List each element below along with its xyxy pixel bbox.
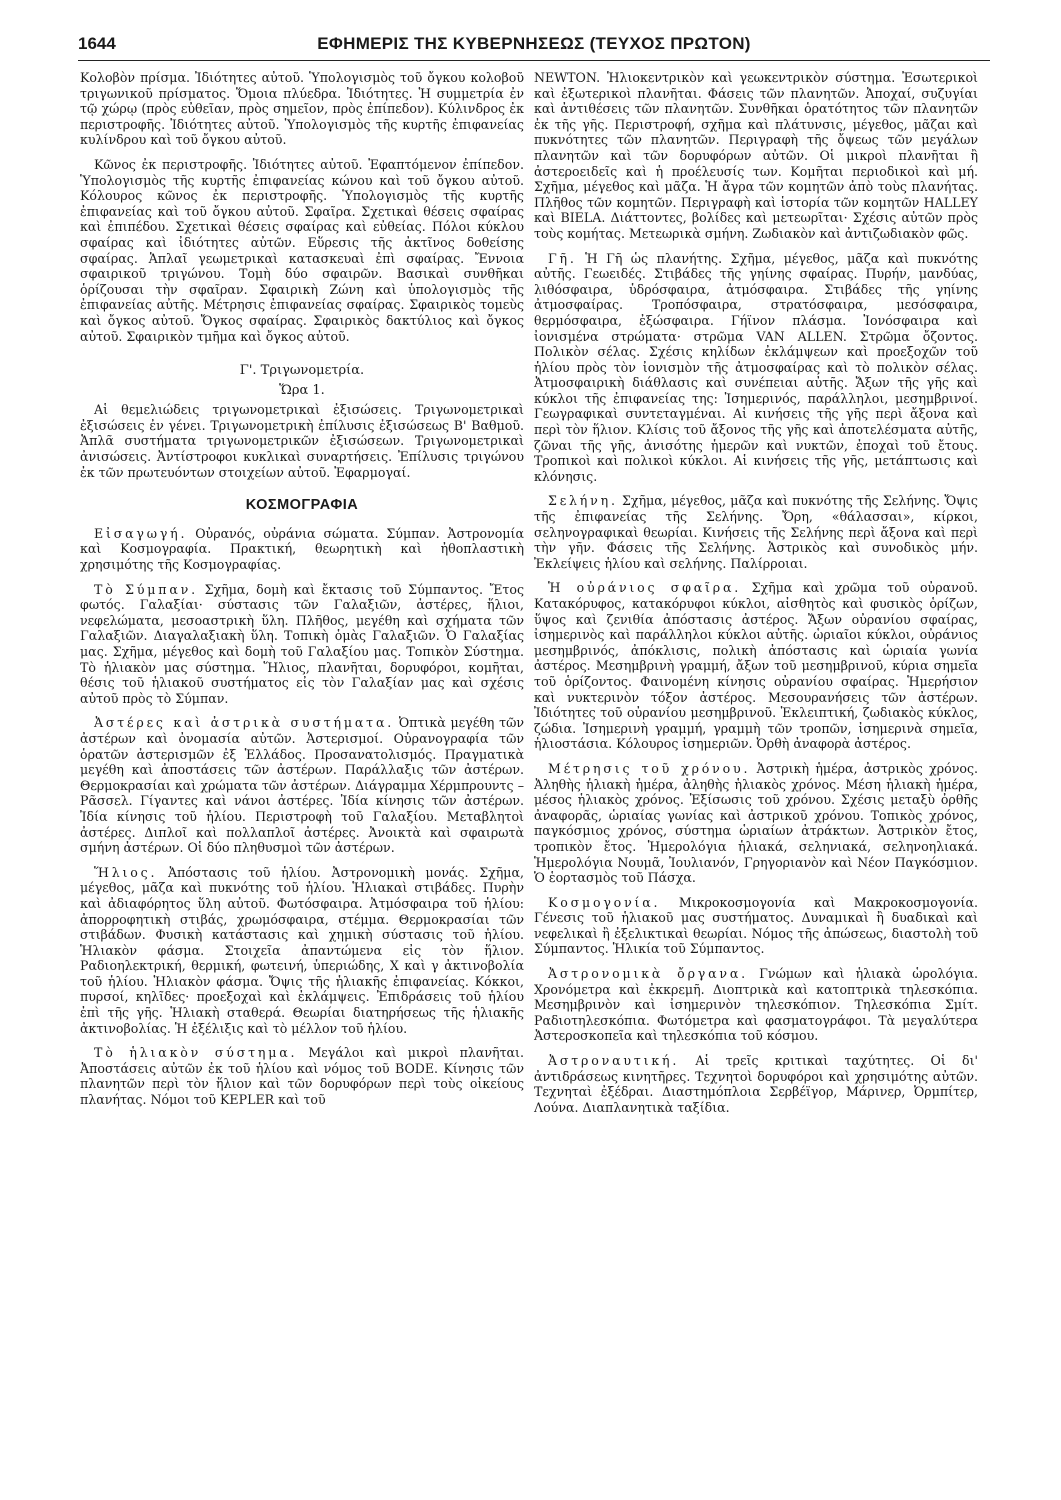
page-header <box>78 32 990 60</box>
paragraph-earth: Γῆ. Ἡ Γῆ ὡς πλανήτης. Σχῆμα, μέγεθος, μᾶζα καὶ πυκνότης αὐτῆς. Γεωειδές. Στιβάδες τῆς γηίνης σφαίρας. Πυρήν, μανδύας, λιθόσφαιρα, ὑδρόσφαιρα, ἀτμόσφαιρα. Στιβάδες τῆς γηίνης ἀτμοσφαίρας. Τροπόσφαιρα, στρατόσφαιρα, μεσόσφαιρα, θερμόσφαιρα, ἐξώσφαιρα. Γήϊνον πλάσμα. Ἰονόσφαιρα καὶ ἰονισμένα στρώματα· στρῶμα VAN ALLEN. Στρῶμα ὄζοντος. Πολικὸν σέλας. Σχέσις κηλίδων ἐκλάμψεων καὶ προεξοχῶν τοῦ ἡλίου πρὸς τὸν ἰονισμὸν τῆς ἀτμοσφαίρας καὶ τὸ πολικὸν σέλας. Ἀτμοσφαιρικὴ διάθλασις καὶ συνέπειαι αὐτῆς. Ἄξων τῆς γῆς καὶ κύκλοι τῆς ἐπιφανείας της: Ἰσημερινός, παράλληλοι, μεσημβρινοί. Γεωγραφικαὶ συντεταγμέναι. Αἱ κινήσεις τῆς γῆς περὶ ἄξονα καὶ περὶ τὸν ἥλιον. Κλίσις τοῦ ἄξονος τῆς γῆς καὶ ἀποτελέσματα αὐτῆς, ζῶναι τῆς γῆς, ἀνισότης ἡμερῶν καὶ νυκτῶν, ἐποχαὶ τοῦ ἔτους. Τροπικοὶ καὶ πολικοὶ κύκλοι. Αἱ κινήσεις τῆς γῆς, μετάπτωσις καὶ κλόνησις. <box>534 250 978 484</box>
lead-stars: Ἀστέρες καὶ ἀστρικὰ συστήματα. <box>94 715 395 731</box>
paragraph-prism: Κολοβὸν πρίσμα. Ἰδιότητες αὐτοῦ. Ὑπολογισμὸς τοῦ ὄγκου κολοβοῦ τριγωνικοῦ πρίσματος. Ὅμοια πλύεδρα. Ἰδιότητες. Ἡ συμμετρία ἐν τῷ χώρῳ (πρὸς εὐθεῖαν, πρὸς σημεῖον, πρὸς ἐπίπεδον). Κύλινδρος ἐκ περιστροφῆς. Ἰδιότητες αὐτοῦ. Ὑπολογισμὸς τῆς κυρτῆς ἐπιφανείας κυλίνδρου καὶ τοῦ ὄγκου αὐτοῦ. <box>80 70 524 148</box>
lead-instruments: Ἀστρονομικὰ ὄργανα. <box>548 966 748 982</box>
trigonometry-heading: Γ'. Τριγωνομετρία. <box>239 363 365 379</box>
paragraph-planets: NEWTON. Ἡλιοκεντρικὸν καὶ γεωκεντρικὸν σύστημα. Ἐσωτερικοὶ καὶ ἐξωτερικοὶ πλανῆται. Φάσεις τῶν πλανητῶν. Ἀποχαί, συζυγίαι καὶ ἀντιθέσεις τῶν πλανητῶν. Συνθῆκαι ὁρατότητος τῶν πλανητῶν ἐκ τῆς γῆς. Περιστροφή, σχῆμα καὶ πλάτυνσις, μέγεθος, μᾶζαι καὶ πυκνότητες τῶν πλανητῶν. Περιγραφὴ τῆς ὄψεως τῶν μεγάλων πλανητῶν καὶ τῶν δορυφόρων αὐτῶν. Οἱ μικροὶ πλανῆται ἢ ἀστεροειδεῖς καὶ ἡ προέλευσίς των. Κομῆται περιοδικοὶ καὶ μή. Σχῆμα, μέγεθος καὶ μᾶζα. Ἡ ἄγρα τῶν κομητῶν ἀπὸ τοὺς πλανήτας. Πλῆθος τῶν κομητῶν. Περιγραφὴ καὶ ἱστορία τῶν κομητῶν HALLEY καὶ BIELA. Διάττοντες, βολίδες καὶ μετεωρῖται· Σχέσις αὐτῶν πρὸς τοὺς κομήτας. Μετεωρικὰ σμήνη. Ζωδιακὸν καὶ ἀντιζωδιακὸν φῶς. <box>534 70 978 241</box>
paragraph-astronautics: Ἀστροναυτική. Αἱ τρεῖς κριτικαὶ ταχύτητες. Οἱ δι' ἀντιδράσεως κινητῆρες. Τεχνητοὶ δορυφόροι καὶ χρησιμότης αὐτῶν. Τεχνηταὶ ἐξέδραι. Διαστημόπλοια Σερβέϊγορ, Μάρινερ, Ὀρμπίτερ, Λούνα. Διαπλανητικὰ ταξίδια. <box>534 1053 978 1115</box>
header-rule <box>78 60 990 61</box>
lead-universe: Τὸ Σύμπαν. <box>94 581 198 597</box>
lead-celestial-sphere: Ἡ οὐράνιος σφαῖρα. <box>548 580 742 596</box>
paragraph-cosmogony: Κοσμογονία. Μικροκοσμογονία καὶ Μακροκοσμογονία. Γένεσις τοῦ ἡλιακοῦ μας συστήματος. Δυναμικαὶ ἢ δυαδικαὶ καὶ νεφελικαὶ ἢ ἐξελικτικαὶ θεωρίαι. Νόμος τῆς ἀπώσεως, διαστολὴ τοῦ Σύμπαντος. Ἡλικία τοῦ Σύμπαντος. <box>534 894 978 957</box>
trigonometry-hours: Ὥρα 1. <box>279 382 325 398</box>
lead-cosmogony: Κοσμογονία. <box>548 894 661 910</box>
paragraph-solar-system: Τὸ ἡλιακὸν σύστημα. Μεγάλοι καὶ μικροὶ πλανῆται. Ἀποστάσεις αὐτῶν ἐκ τοῦ ἡλίου καὶ νόμος τοῦ BODE. Κίνησις τῶν πλανητῶν περὶ τὸν ἥλιον καὶ τῶν δορυφόρων περὶ τοὺς οἰκείους πλανήτας. Νόμοι τοῦ KEPLER καὶ τοῦ <box>80 1045 524 1108</box>
gazette-title: ΕΦΗΜΕΡΙΣ ΤΗΣ ΚΥΒΕΡΝΗΣΕΩΣ (ΤΕΥΧΟΣ ΠΡΩΤΟΝ) <box>317 34 751 53</box>
right-column <box>534 70 978 1124</box>
paragraph-sun: Ἥλιος. Ἀπόστασις τοῦ ἡλίου. Ἀστρονομικὴ μονάς. Σχῆμα, μέγεθος, μᾶζα καὶ πυκνότης τοῦ ἡλίου. Ἡλιακαὶ στιβάδες. Πυρὴν καὶ ἀδιαφόρητος ὕλη αὐτοῦ. Φωτόσφαιρα. Ἀτμόσφαιρα τοῦ ἡλίου: ἀπορροφητικὴ στιβάς, χρωμόσφαιρα, στέμμα. Θερμοκρασίαι τῶν στιβάδων. Φυσικὴ κατάστασις καὶ χημικὴ σύστασις τοῦ ἡλίου. Ἡλιακὸν φάσμα. Στοιχεῖα ἀπαντώμενα εἰς τὸν ἥλιον. Ραδιοηλεκτρική, θερμική, φωτεινή, ὑπεριώδης, Χ καὶ γ ἀκτινοβολία τοῦ ἡλίου. Ἡλιακὸν φάσμα. Ὄψις τῆς ἡλιακῆς ἐπιφανείας. Κόκκοι, πυρσοί, κηλῖδες· προεξοχαὶ καὶ ἐκλάμψεις. Ἐπιδράσεις τοῦ ἡλίου ἐπὶ τῆς γῆς. Ἡλιακὴ σταθερά. Θεωρίαι διατηρήσεως τῆς ἡλιακῆς ἀκτινοβολίας. Ἡ ἐξέλιξις καὶ τὸ μέλλον τοῦ ἡλίου. <box>80 864 524 1036</box>
paragraph-moon: Σελήνη. Σχῆμα, μέγεθος, μᾶζα καὶ πυκνότης τῆς Σελήνης. Ὄψις τῆς ἐπιφανείας τῆς Σελήνης. Ὄρη, «θάλασσαι», κίρκοι, σεληνογραφικαὶ θεωρίαι. Κινήσεις τῆς Σελήνης περὶ ἄξονα καὶ περὶ τὴν γῆν. Φάσεις τῆς Σελήνης. Ἀστρικὸς καὶ συνοδικὸς μήν. Ἐκλείψεις ἡλίου καὶ σελήνης. Παλίρροιαι. <box>534 493 978 571</box>
paragraph-time: Μέτρησις τοῦ χρόνου. Ἀστρικὴ ἡμέρα, ἀστρικὸς χρόνος. Ἀληθὴς ἡλιακὴ ἡμέρα, ἀληθὴς ἡλιακὸς χρόνος. Μέση ἡλιακὴ ἡμέρα, μέσος ἡλιακὸς χρόνος. Ἐξίσωσις τοῦ χρόνου. Σχέσις μεταξὺ ὀρθῆς ἀναφορᾶς, ὡριαίας γωνίας καὶ ἀστρικοῦ χρόνου. Τοπικὸς χρόνος, παγκόσμιος χρόνος, σύστημα ὡριαίων ἀτράκτων. Ἀστρικὸν ἔτος, τροπικὸν ἔτος. Ἡμερολόγια ἡλιακά, σεληνιακά, σεληνοηλιακά. Ἡμερολόγια Νουμᾶ, Ἰουλιανόν, Γρηγοριανὸν καὶ Νέον Παγκόσμιον. Ὁ ἑορτασμὸς τοῦ Πάσχα. <box>534 760 978 886</box>
paragraph-trigonometry: Αἱ θεμελιώδεις τριγωνομετρικαὶ ἐξισώσεις. Τριγωνομετρικαὶ ἐξισώσεις ἐν γένει. Τριγωνομετρικὴ ἐπίλυσις ἐξισώσεως Β' Βαθμοῦ. Ἁπλᾶ συστήματα τριγωνομετρικῶν ἐξισώσεων. Τριγωνομετρικαὶ ἀνισώσεις. Ἀντίστροφοι κυκλικαὶ συναρτήσεις. Ἐπίλυσις τριγώνου ἐκ τῶν πρωτευόντων στοιχείων αὐτοῦ. Ἐφαρμογαί. <box>80 402 524 480</box>
lead-introduction: Εἰσαγωγή. <box>94 525 188 541</box>
paragraph-universe: Τὸ Σύμπαν. Σχῆμα, δομὴ καὶ ἔκτασις τοῦ Σύμπαντος. Ἔτος φωτός. Γαλαξίαι· σύστασις τῶν Γαλαξιῶν, ἀστέρες, ἥλιοι, νεφελώματα, μεσοαστρικὴ ὕλη. Πλῆθος, μεγέθη καὶ σχήματα τῶν Γαλαξιῶν. Διαγαλαξιακὴ ὕλη. Τοπικὴ ὁμὰς Γαλαξιῶν. Ὁ Γαλαξίας μας. Σχῆμα, μέγεθος καὶ δομὴ τοῦ Γαλαξίου μας. Τοπικὸν Σύστημα. Τὸ ἡλιακὸν μας σύστημα. Ἥλιος, πλανῆται, δορυφόροι, κομῆται, θέσις τοῦ ἡλιακοῦ συστήματος εἰς τὸν Γαλαξίαν μας καὶ σχέσις αὐτοῦ πρὸς τὸ Σύμπαν. <box>80 581 524 706</box>
lead-astronautics: Ἀστροναυτική. <box>548 1053 680 1069</box>
lead-sun: Ἥλιος. <box>94 864 158 880</box>
lead-time: Μέτρησις τοῦ χρόνου. <box>548 760 751 776</box>
lead-solar-system: Τὸ ἡλιακὸν σύστημα. <box>94 1045 298 1061</box>
left-column <box>80 70 524 1117</box>
paragraph-celestial-sphere: Ἡ οὐράνιος σφαῖρα. Σχῆμα καὶ χρῶμα τοῦ οὐρανοῦ. Κατακόρυφος, κατακόρυφοι κύκλοι, αἰσθητὸς καὶ φυσικὸς ὁρίζων, ὕψος καὶ ζενιθία ἀπόστασις ἀστέρος. Ἄξων οὐρανίου σφαίρας, ἰσημερινὸς καὶ παράλληλοι κύκλοι αὐτῆς. ὡριαῖοι κύκλοι, οὐράνιος μεσημβρινός, ἀπόκλισις, πολικὴ ἀπόστασις καὶ ὡριαία γωνία ἀστέρος. Μεσημβρινὴ γραμμή, ἄξων τοῦ μεσημβρινοῦ, κύρια σημεῖα τοῦ ὁρίζοντος. Φαινομένη κίνησις οὐρανίου σφαίρας. Ἡμερήσιον καὶ νυκτερινὸν τόξον ἀστέρος. Μεσουρανήσεις τῶν ἀστέρων. Ἰδιότητες τοῦ οὐρανίου μεσημβρινοῦ. Ἐκλειπτική, ζωδιακὸς κύκλος, ζώδια. Ἰσημερινὴ γραμμή, γραμμὴ τῶν τροπῶν, ἰσημερινὰ σημεῖα, ἡλιοστάσια. Κόλουρος ἰσημεριῶν. Ὀρθὴ ἀναφορὰ ἀστέρος. <box>534 580 979 752</box>
page-number: 1644 <box>78 34 116 53</box>
paragraph-stars: Ἀστέρες καὶ ἀστρικὰ συστήματα. Ὀπτικὰ μεγέθη τῶν ἀστέρων καὶ ὀνομασία αὐτῶν. Ἀστερισμοί. Οὐρανογραφία τῶν ὁρατῶν ἀστερισμῶν ἐξ Ἑλλάδος. Προσανατολισμός. Πραγματικὰ μεγέθη καὶ ἀποστάσεις τῶν ἀστέρων. Παράλλαξις τῶν ἀστέρων. Θερμοκρασίαι καὶ χρώματα τῶν ἀστέρων. Διάγραμμα Χέρμπρουντς – Ρᾶσσελ. Γίγαντες καὶ νάνοι ἀστέρες. Ἰδία κίνησις τῶν ἀστέρων. Ἰδία κίνησις τοῦ ἡλίου. Περιστροφὴ τοῦ Γαλαξίου. Μεταβλητοὶ ἀστέρες. Διπλοῖ καὶ πολλαπλοῖ ἀστέρες. Ἀνοικτὰ καὶ σφαιρωτὰ σμήνη ἀστέρων. Οἱ δύο πληθυσμοὶ τῶν ἀστέρων. <box>80 715 524 856</box>
lead-earth: Γῆ. <box>548 250 577 266</box>
paragraph-instruments: Ἀστρονομικὰ ὄργανα. Γνώμων καὶ ἡλιακὰ ὡρολόγια. Χρονόμετρα καὶ ἐκκρεμῆ. Διοπτρικὰ καὶ κατοπτρικὰ τηλεσκόπια. Μεσημβρινὸν καὶ ἰσημερινὸν τηλεσκόπιον. Τηλεσκόπια Σμίτ. Ραδιοτηλεσκόπια. Φωτόμετρα καὶ φασματογράφοι. Τὰ μεγαλύτερα Ἀστεροσκοπεῖα καὶ τηλεσκόπια τοῦ κόσμου. <box>534 966 978 1044</box>
lead-moon: Σελήνη. <box>548 493 618 509</box>
paragraph-cone-sphere: Κῶνος ἐκ περιστροφῆς. Ἰδιότητες αὐτοῦ. Ἐφαπτόμενον ἐπίπεδον. Ὑπολογισμὸς τῆς κυρτῆς ἐπιφανείας κώνου καὶ τοῦ ὄγκου αὐτοῦ. Κόλουρος κῶνος ἐκ περιστροφῆς. Ὑπολογισμὸς τῆς κυρτῆς ἐπιφανείας καὶ τοῦ ὄγκου αὐτοῦ. Σφαῖρα. Σχετικαὶ θέσεις σφαίρας καὶ ἐπιπέδου. Σχετικαὶ θέσεις σφαίρας καὶ εὐθείας. Πόλοι κύκλου σφαίρας καὶ ἰδιότητες αὐτῶν. Εὕρεσις τῆς ἀκτῖνος δοθείσης σφαίρας. Ἁπλαῖ γεωμετρικαὶ κατασκευαὶ ἐπὶ σφαίρας. Ἔννοια σφαιρικοῦ τριγώνου. Τομὴ δύο σφαιρῶν. Βασικαὶ συνθῆκαι ὁρίζουσαι τὴν σφαῖραν. Σφαιρικὴ Ζώνη καὶ ὑπολογισμὸς τῆς ἐπιφανείας αὐτῆς. Μέτρησις ἐπιφανείας σφαίρας. Σφαιρικὸς τομεὺς καὶ ὄγκος αὐτοῦ. Ὄγκος σφαίρας. Σφαιρικὸς δακτύλιος καὶ ὄγκος αὐτοῦ. Σφαιρικὸν τμῆμα καὶ ὄγκος αὐτοῦ. <box>80 156 524 344</box>
cosmography-heading: ΚΟΣΜΟΓΡΑΦΙΑ <box>245 497 359 514</box>
paragraph-introduction: Εἰσαγωγή. Οὐρανός, οὐράνια σώματα. Σύμπαν. Ἀστρονομία καὶ Κοσμογραφία. Πρακτική, θεωρητικὴ καὶ ἠθοπλαστικὴ χρησιμότης τῆς Κοσμογραφίας. <box>80 525 524 573</box>
